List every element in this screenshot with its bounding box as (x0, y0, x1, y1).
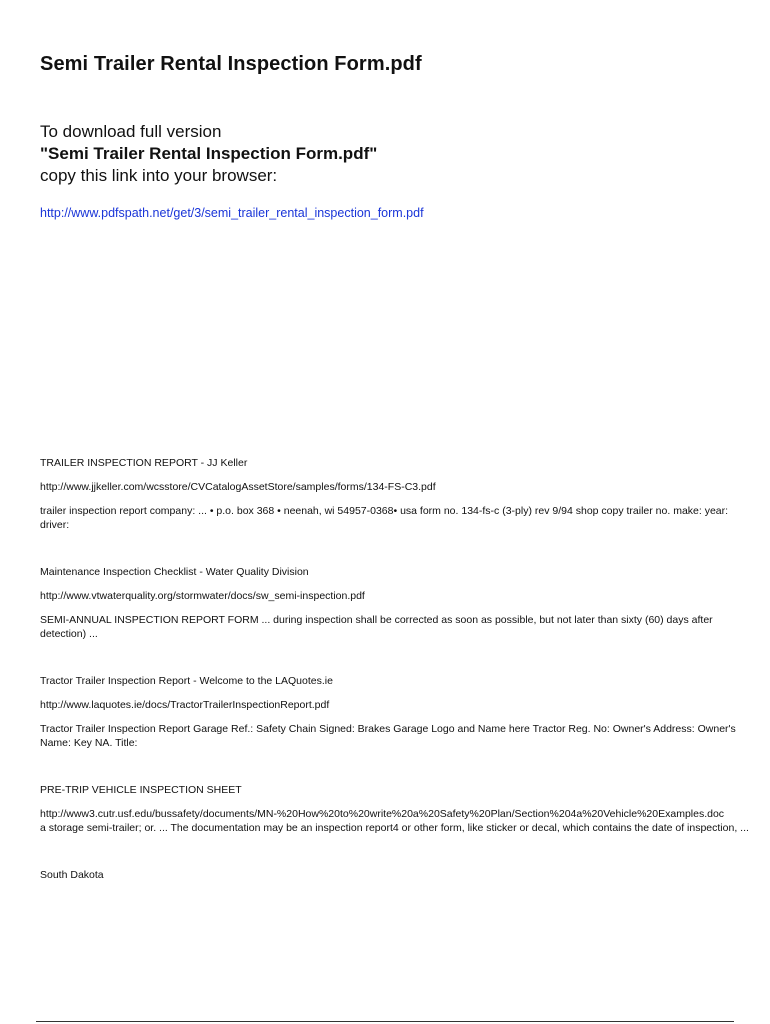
download-filename: "Semi Trailer Rental Inspection Form.pdf" (40, 144, 378, 163)
spacer (40, 641, 750, 674)
download-instructions (40, 121, 740, 187)
download-link[interactable]: http://www.pdfspath.net/get/3/semi_trailer_rental_inspection_form.pdf (40, 206, 424, 220)
download-line-1: To download full version (40, 122, 222, 141)
spacer (40, 835, 750, 868)
result-title: PRE-TRIP VEHICLE INSPECTION SHEET (40, 784, 242, 796)
spacer (40, 750, 750, 783)
page-title: Semi Trailer Rental Inspection Form.pdf (40, 53, 422, 75)
result-url[interactable]: http://www.laquotes.ie/docs/TractorTrailerInspectionReport.pdf (40, 699, 330, 711)
result-item (40, 674, 750, 750)
result-title: Maintenance Inspection Checklist - Water Quality Division (40, 566, 309, 578)
result-url[interactable]: http://www3.cutr.usf.edu/bussafety/documents/MN-%20How%20to%20write%20a%20Safety%20Plan/Section%204a%20Vehicle%20Examples.doc (40, 808, 725, 820)
search-results (40, 456, 750, 882)
download-line-3: copy this link into your browser: (40, 166, 278, 185)
result-item (40, 456, 750, 532)
result-item (40, 783, 750, 835)
result-snippet: Tractor Trailer Inspection Report Garage Ref.: Safety Chain Signed: Brakes Garage Logo and Name here Tractor Reg. No: Owner's Address: Owner's Name: Key NA. Title: (40, 723, 736, 749)
spacer (40, 532, 750, 565)
result-title: South Dakota (40, 869, 104, 881)
result-url[interactable]: http://www.jjkeller.com/wcsstore/CVCatalogAssetStore/samples/forms/134-FS-C3.pdf (40, 481, 436, 493)
result-snippet: SEMI-ANNUAL INSPECTION REPORT FORM ... during inspection shall be corrected as soon as possible, but not later than sixty (60) days after detection) ... (40, 614, 713, 640)
footer-divider (36, 1021, 734, 1022)
result-title: Tractor Trailer Inspection Report - Welcome to the LAQuotes.ie (40, 675, 333, 687)
result-snippet: a storage semi-trailer; or. ... The documentation may be an inspection report4 or other form, like sticker or decal, which contains the date of inspection, ... (40, 822, 749, 834)
result-url[interactable]: http://www.vtwaterquality.org/stormwater/docs/sw_semi-inspection.pdf (40, 590, 365, 602)
result-title: TRAILER INSPECTION REPORT - JJ Keller (40, 457, 248, 469)
result-snippet: trailer inspection report company: ... • p.o. box 368 • neenah, wi 54957-0368• usa form no. 134-fs-c (3-ply) rev 9/94 shop copy trailer no. make: year: driver: (40, 505, 729, 531)
result-item (40, 565, 750, 641)
result-item (40, 868, 750, 882)
